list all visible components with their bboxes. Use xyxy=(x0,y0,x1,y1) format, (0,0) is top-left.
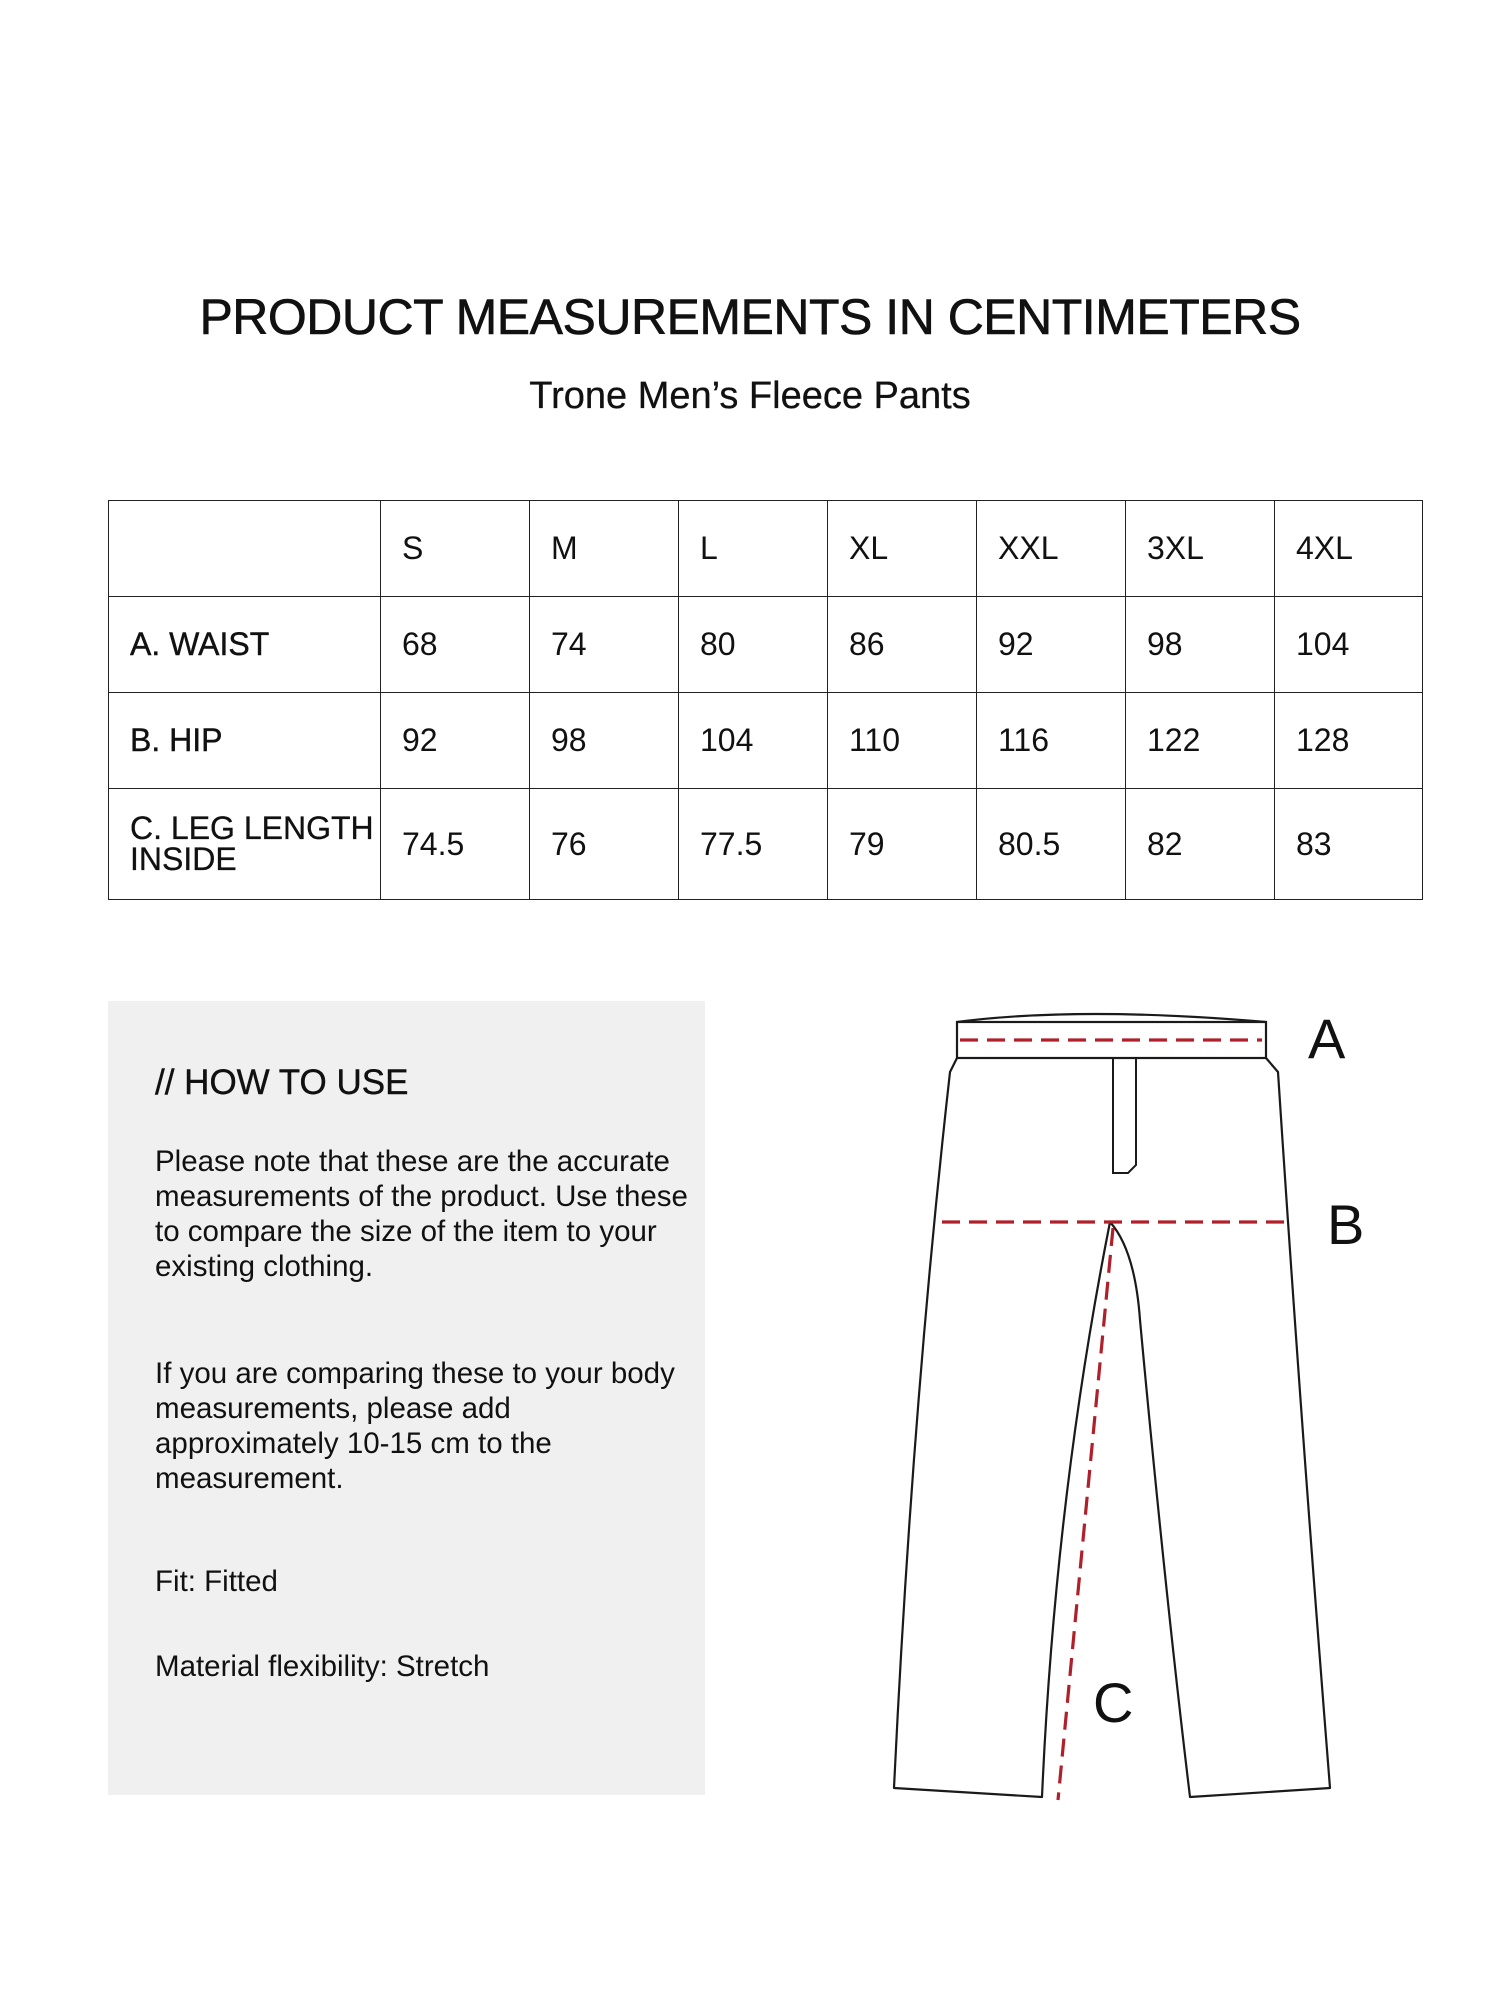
table-cell: 92 xyxy=(977,597,1126,693)
table-cell: 122 xyxy=(1126,693,1275,789)
table-cell: 98 xyxy=(1126,597,1275,693)
table-cell: 104 xyxy=(1275,597,1423,693)
fly-stitch xyxy=(1113,1058,1136,1173)
table-cell: 80.5 xyxy=(977,789,1126,900)
table-cell: 77.5 xyxy=(679,789,828,900)
flexibility-info: Material flexibility: Stretch xyxy=(155,1650,490,1683)
page-title: PRODUCT MEASUREMENTS IN CENTIMETERS xyxy=(199,289,1301,345)
table-row-leg-length xyxy=(109,789,1423,900)
table-cell: 80 xyxy=(679,597,828,693)
product-name: Trone Men’s Fleece Pants xyxy=(529,375,971,417)
body-measurement-note: If you are comparing these to your body measurements, please add approximately 10-15 cm to the measurement. xyxy=(155,1357,675,1495)
table-cell: 98 xyxy=(530,693,679,789)
table-cell: 92 xyxy=(381,693,530,789)
size-header: 4XL xyxy=(1275,501,1423,597)
size-header: M xyxy=(530,501,679,597)
size-header: XXL xyxy=(977,501,1126,597)
size-header: XL xyxy=(828,501,977,597)
table-cell: 104 xyxy=(679,693,828,789)
table-cell: 110 xyxy=(828,693,977,789)
row-label-leg-length xyxy=(109,789,381,900)
table-cell: 116 xyxy=(977,693,1126,789)
table-cell: 79 xyxy=(828,789,977,900)
size-header: L xyxy=(679,501,828,597)
table-cell: 74 xyxy=(530,597,679,693)
table-cell: 83 xyxy=(1275,789,1423,900)
fit-info: Fit: Fitted xyxy=(155,1565,278,1598)
size-header: S xyxy=(381,501,530,597)
table-cell: 68 xyxy=(381,597,530,693)
label-b: B xyxy=(1327,1193,1365,1256)
header-row xyxy=(109,501,1423,597)
waistband-top xyxy=(957,1014,1266,1022)
row-label-waist: A. WAIST xyxy=(109,597,381,693)
table-cell: 86 xyxy=(828,597,977,693)
table-cell: 76 xyxy=(530,789,679,900)
size-chart-table xyxy=(108,500,1423,900)
row-label-hip: B. HIP xyxy=(109,693,381,789)
measurement-note: Please note that these are the accurate measurements of the product. Use these to compare the size of the item to your existing clothing. xyxy=(155,1145,688,1283)
row-label-line: INSIDE xyxy=(130,841,237,877)
table-row-waist xyxy=(109,597,1423,693)
corner-cell xyxy=(109,501,381,597)
table-cell: 82 xyxy=(1126,789,1275,900)
pants-diagram-svg xyxy=(880,990,1400,1810)
how-to-use-heading: // HOW TO USE xyxy=(155,1063,409,1102)
row-label-line: C. LEG LENGTH xyxy=(130,810,374,846)
label-a: A xyxy=(1308,1007,1346,1070)
size-header: 3XL xyxy=(1126,501,1275,597)
how-to-use-panel xyxy=(108,1001,705,1795)
pants-measurement-diagram xyxy=(880,990,1400,1810)
table-cell: 74.5 xyxy=(381,789,530,900)
table-cell: 128 xyxy=(1275,693,1423,789)
label-c: C xyxy=(1093,1671,1134,1734)
table-row-hip xyxy=(109,693,1423,789)
